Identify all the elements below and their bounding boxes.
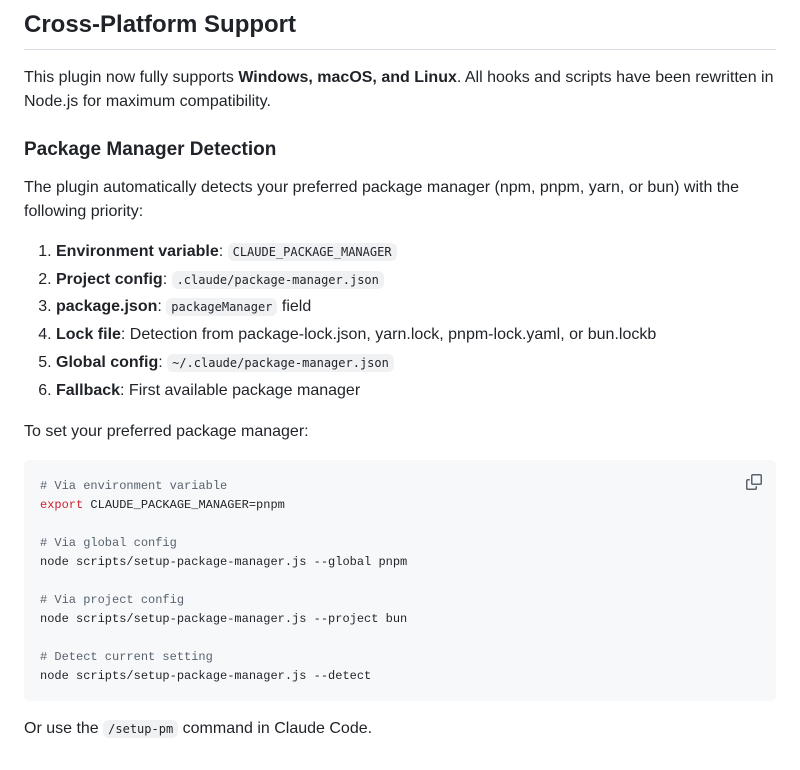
inline-code: ~/.claude/package-manager.json <box>167 354 394 372</box>
intro-paragraph <box>24 66 776 114</box>
set-preference-paragraph: To set your preferred package manager: <box>24 422 309 440</box>
priority-list <box>24 240 776 404</box>
outro-text-post: command in Claude Code. <box>178 719 373 737</box>
priority-list-item: 6. Fallback: First available package manager <box>56 379 776 404</box>
priority-item-label: Fallback <box>56 381 121 399</box>
priority-list-item: 3. package.json: packageManager field <box>56 295 776 320</box>
code-token-comment: # Via global config <box>40 535 177 550</box>
intro-text-bold: Windows, macOS, and Linux <box>238 69 457 86</box>
inline-code: CLAUDE_PACKAGE_MANAGER <box>228 243 397 261</box>
copy-icon <box>746 474 762 490</box>
priority-item-label: Lock file <box>56 326 121 344</box>
code-token-comment: # Detect current setting <box>40 649 213 664</box>
priority-list-item: 2. Project config: .claude/package-manager.json <box>56 268 776 293</box>
priority-list-item: 5. Global config: ~/.claude/package-manager.json <box>56 351 776 376</box>
inline-code: .claude/package-manager.json <box>172 271 384 289</box>
priority-item-label: Project config <box>56 270 163 288</box>
priority-list-item: 1. Environment variable: CLAUDE_PACKAGE_MANAGER <box>56 240 776 265</box>
intro-text-post: . All hooks and scripts have been rewritten in Node.js for maximum compatibility. <box>24 69 774 110</box>
code-token-plain: node scripts/setup-package-manager.js --project bun <box>40 611 408 626</box>
code-block <box>24 460 776 701</box>
section-heading-package-manager-detection: Package Manager Detection <box>24 139 277 160</box>
priority-list-item: 4. Lock file: Detection from package-lock.json, yarn.lock, pnpm-lock.yaml, or bun.lockb <box>56 323 776 348</box>
code-token-keyword: export <box>40 497 84 512</box>
outro-text-pre: Or use the <box>24 719 104 737</box>
code-token-comment: # Via project config <box>40 592 185 607</box>
code-token-plain: node scripts/setup-package-manager.js --global pnpm <box>40 554 408 569</box>
copy-code-button[interactable] <box>740 468 768 496</box>
priority-item-label: package.json <box>56 298 158 316</box>
inline-code-setup-pm: /setup-pm <box>103 720 178 738</box>
priority-item-label: Environment variable <box>56 242 219 260</box>
markdown-document <box>24 10 776 741</box>
outro-paragraph <box>24 717 776 741</box>
code-content <box>40 479 407 683</box>
page-title: Cross-Platform Support <box>24 10 776 50</box>
priority-item-label: Global config <box>56 353 159 371</box>
code-token-plain: CLAUDE_PACKAGE_MANAGER=pnpm <box>83 497 285 512</box>
inline-code: packageManager <box>166 298 277 316</box>
detection-paragraph: The plugin automatically detects your preferred package manager (npm, pnpm, yarn, or bun) with the following priority: <box>24 178 740 220</box>
code-pre <box>24 460 776 701</box>
code-token-plain: node scripts/setup-package-manager.js --detect <box>40 668 372 683</box>
code-token-comment: # Via environment variable <box>40 478 228 493</box>
intro-text-pre: This plugin now fully supports <box>24 69 239 86</box>
